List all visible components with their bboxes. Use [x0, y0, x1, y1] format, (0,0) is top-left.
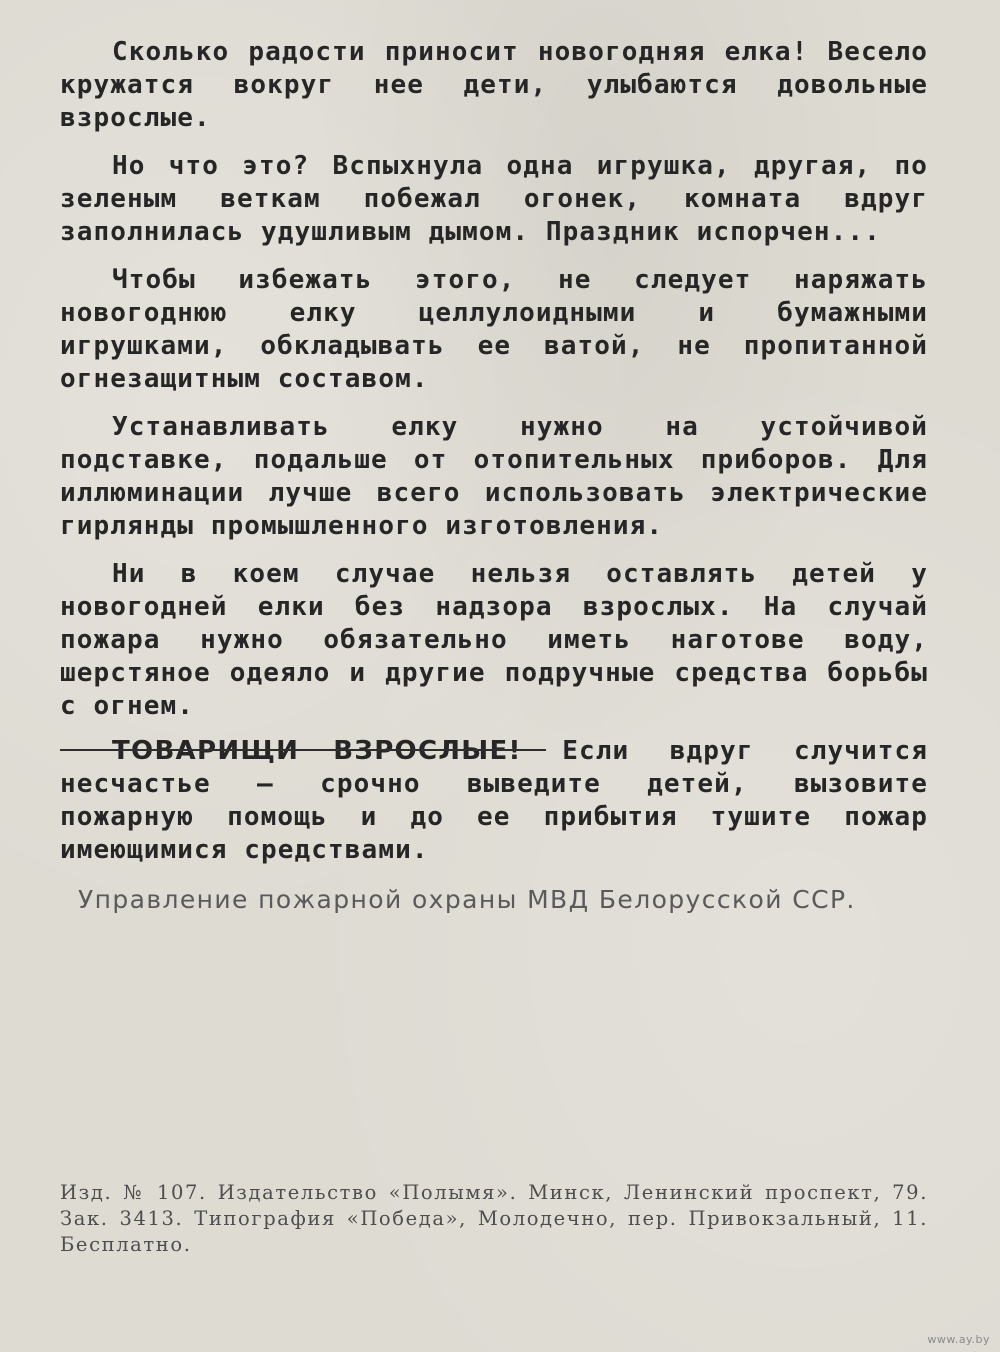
- issuer-signature: Управление пожарной охраны МВД Белорусской ССР.: [78, 885, 856, 914]
- paragraph-supervision-advice: Ни в коем случае нельзя оставлять детей у новогодней елки без надзора взрослых. На случай пожара нужно обязательно иметь наготове воду, шерстяное одеяло и другие подручные средства борьбы с огнем.: [60, 559, 928, 721]
- paragraph-appeal: [60, 735, 928, 867]
- appeal-text: Если вдруг случится несчастье — срочно выведите детей, вызовите пожарную помощь и до ее прибытия тушите пожар имеющимися средствами.: [60, 736, 928, 865]
- paragraph-installation-advice: Устанавливать елку нужно на устойчивой подставке, подальше от отопительных приборов. Для иллюминации лучше всего использовать электрические гирлянды промышленного изготовления.: [60, 412, 928, 541]
- heading-underline: [60, 749, 546, 751]
- paragraph-fire-story: Но что это? Вспыхнула одна игрушка, другая, по зеленым веткам побежал огонек, комната вдруг заполнилась удушливым дымом. Праздник испорчен...: [60, 151, 928, 247]
- appeal-heading: ТОВАРИЩИ ВЗРОСЛЫЕ!: [112, 736, 522, 766]
- site-watermark: www.ay.by: [927, 1333, 990, 1346]
- paragraph-intro: Сколько радости приносит новогодняя елка! Весело кружатся вокруг нее дети, улыбаются довольные взрослые.: [60, 37, 928, 133]
- publisher-imprint: Изд. № 107. Издательство «Полымя». Минск, Ленинский проспект, 79. Зак. 3413. Типография «Победа», Молодечно, пер. Привокзальный, 11. Бесплатно.: [60, 1181, 928, 1256]
- main-text-block: [60, 36, 928, 882]
- paragraph-decorations-warning: Чтобы избежать этого, не следует наряжать новогоднюю елку целлулоидными и бумажными игрушками, обкладывать ее ватой, не пропитанной огнезащитным составом.: [60, 265, 928, 394]
